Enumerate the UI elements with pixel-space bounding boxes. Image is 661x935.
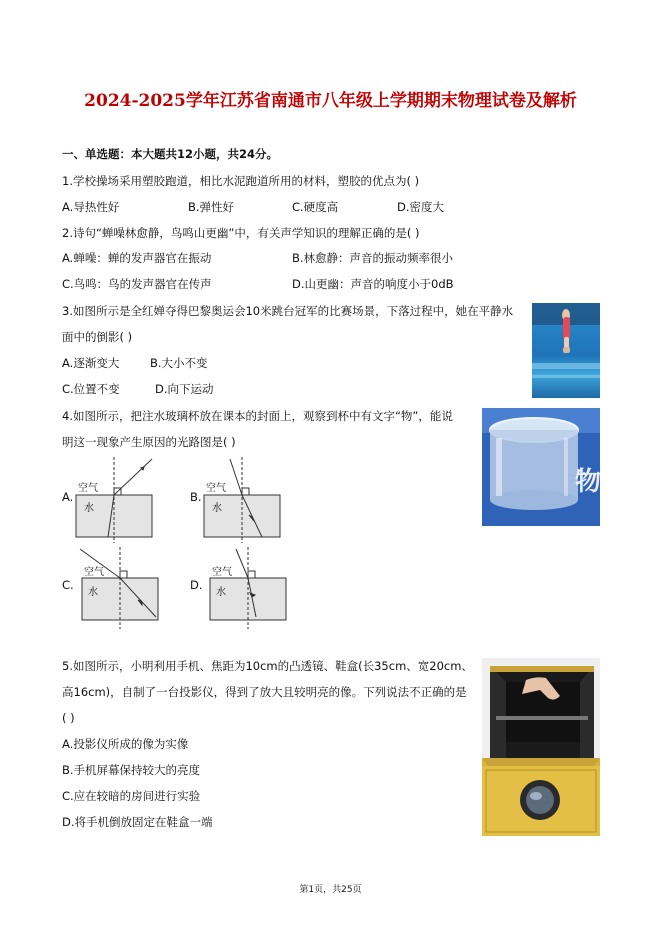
q5-stem-line3: ( ) bbox=[62, 711, 75, 725]
water-label-d: 水 bbox=[216, 587, 226, 598]
q2-option-b: B.林愈静：声音的振动频率很小 bbox=[292, 251, 454, 265]
q4-stem-line2: 明这一现象产生原因的光路图是( ) bbox=[62, 435, 236, 449]
q5-option-d: D.将手机倒放固定在鞋盒一端 bbox=[62, 815, 213, 829]
q3-option-c: C.位置不变 bbox=[62, 382, 120, 396]
q3-option-d: D.向下运动 bbox=[155, 382, 214, 396]
q1-option-c: C.硬度高 bbox=[292, 200, 339, 214]
air-label-d: 空气 bbox=[212, 567, 232, 578]
diver-photo bbox=[532, 303, 600, 398]
water-label-b: 水 bbox=[212, 503, 222, 514]
q5-stem-line1: 5.如图所示，小明利用手机、焦距为10cm的凸透镜、鞋盒(长35cm、宽20cm、 bbox=[62, 659, 473, 673]
q2-stem: 2.诗句“蝉噪林愈静，鸟鸣山更幽”中，有关声学知识的理解正确的是( ) bbox=[62, 226, 420, 240]
q4-option-c-label: C. bbox=[62, 578, 74, 592]
q4-option-d-label: D. bbox=[190, 578, 203, 592]
shoebox-projector-photo bbox=[482, 658, 600, 836]
q1-option-a: A.导热性好 bbox=[62, 200, 120, 214]
air-label-c: 空气 bbox=[84, 567, 104, 578]
water-label-a: 水 bbox=[84, 503, 94, 514]
q4-diagram-a[interactable] bbox=[72, 455, 172, 545]
q4-diagram-c[interactable] bbox=[72, 545, 172, 635]
page-title: 2024-2025学年江苏省南通市八年级上学期期末物理试卷及解析 bbox=[84, 91, 577, 111]
water-label-c: 水 bbox=[88, 587, 98, 598]
q2-option-a: A.蝉噪：蝉的发声器官在振动 bbox=[62, 251, 212, 265]
air-label-a: 空气 bbox=[78, 483, 98, 494]
q5-option-b: B.手机屏幕保持较大的亮度 bbox=[62, 763, 201, 777]
q4-option-b-label: B. bbox=[190, 490, 202, 504]
glass-photo bbox=[482, 408, 628, 526]
q1-option-b: B.弹性好 bbox=[188, 200, 235, 214]
q3-stem-line1: 3.如图所示是全红婵夺得巴黎奥运会10米跳台冠军的比赛场景，下落过程中，她在平静水 bbox=[62, 304, 514, 318]
q5-option-a: A.投影仪所成的像为实像 bbox=[62, 737, 189, 751]
q2-option-d: D.山更幽：声音的响度小于0dB bbox=[292, 277, 454, 291]
book-cover-text: 物理 bbox=[575, 467, 628, 497]
q5-stem-line2: 高16cm)，自制了一台投影仪，得到了放大且较明亮的像。下列说法不正确的是 bbox=[62, 685, 467, 699]
q4-diagram-d[interactable] bbox=[200, 545, 300, 635]
q3-option-b: B.大小不变 bbox=[150, 356, 208, 370]
section-heading: 一、单选题：本大题共12小题，共24分。 bbox=[62, 147, 279, 161]
q1-stem: 1.学校操场采用塑胶跑道，相比水泥跑道所用的材料，塑胶的优点为( ) bbox=[62, 174, 420, 188]
q3-option-a: A.逐渐变大 bbox=[62, 356, 120, 370]
q5-option-c: C.应在较暗的房间进行实验 bbox=[62, 789, 201, 803]
q4-option-a-label: A. bbox=[62, 490, 74, 504]
q4-diagram-b[interactable] bbox=[200, 455, 300, 545]
air-label-b: 空气 bbox=[206, 483, 226, 494]
q1-option-d: D.密度大 bbox=[397, 200, 445, 214]
q3-stem-line2: 面中的倒影( ) bbox=[62, 330, 133, 344]
q4-stem-line1: 4.如图所示，把注水玻璃杯放在课本的封面上，观察到杯中有文字“物”，能说 bbox=[62, 409, 453, 423]
q2-option-c: C.鸟鸣：鸟的发声器官在传声 bbox=[62, 277, 212, 291]
page-footer: 第1页，共25页 bbox=[299, 885, 362, 895]
